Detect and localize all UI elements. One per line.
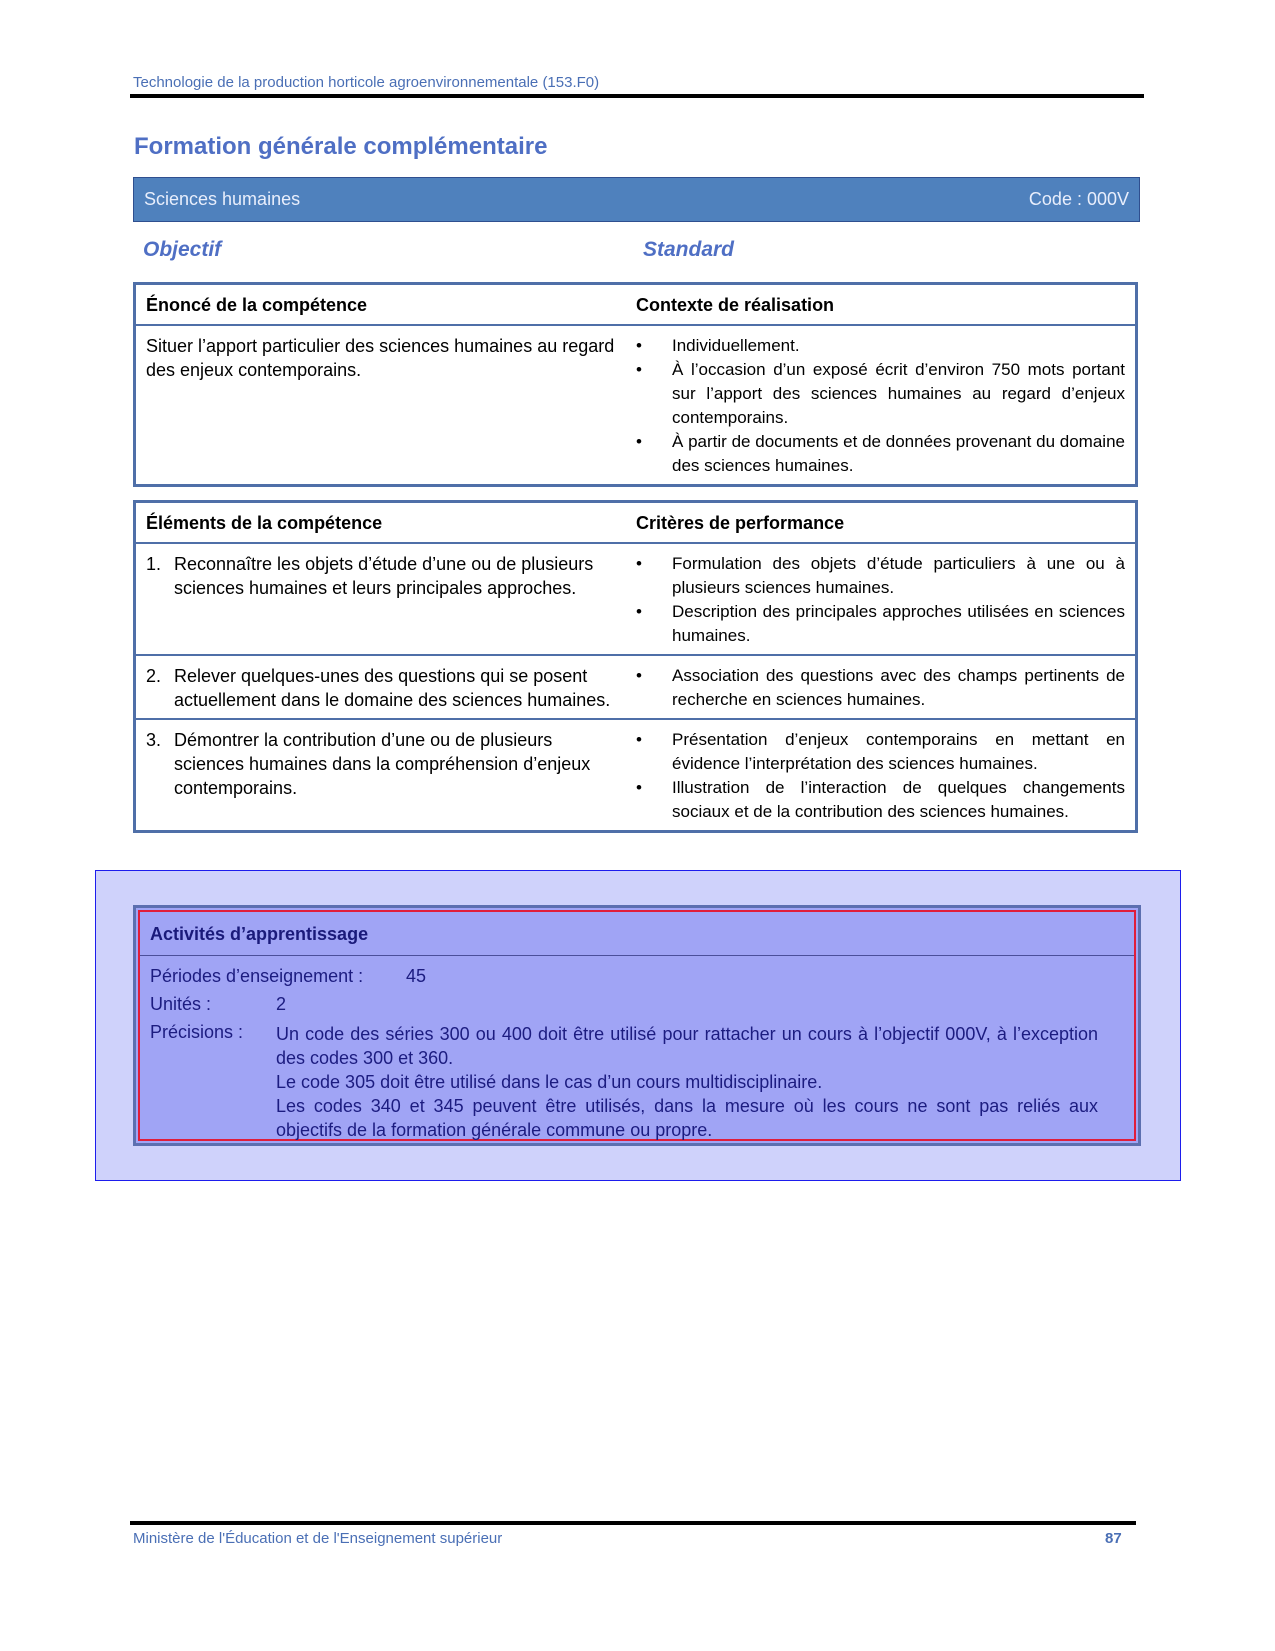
document-header: Technologie de la production horticole agroenvironnementale (153.F0)	[133, 74, 600, 91]
competence-statement-header: Énoncé de la compétence	[146, 295, 368, 315]
criterion-item: • Formulation des objets d’étude particuliers à une ou à plusieurs sciences humaines.	[636, 552, 1125, 600]
element-text: Relever quelques-unes des questions qui se posent actuellement dans le domaine des sciences humaines.	[174, 666, 611, 710]
precision-line: Les codes 340 et 345 peuvent être utilisés, dans la mesure où les cours ne sont pas reliés aux objectifs de la formation générale commune ou propre.	[276, 1096, 1098, 1140]
criterion-item: • Illustration de l’interaction de quelques changements sociaux et de la contribution des sciences humaines.	[636, 776, 1125, 824]
subject-name: Sciences humaines	[144, 189, 301, 209]
subject-code: Code : 000V	[1028, 189, 1129, 209]
elements-header: Éléments de la compétence	[146, 513, 383, 533]
precisions-text	[276, 1022, 1098, 1142]
activities-title: Activités d’apprentissage	[150, 924, 369, 944]
page-number: 87	[1105, 1530, 1122, 1547]
highlight-frame	[138, 910, 1136, 1141]
context-item: • À partir de documents et de données provenant du domaine des sciences humaines.	[636, 430, 1125, 478]
competence-statement: Situer l’apport particulier des sciences humaines au regard des enjeux contemporains.	[135, 325, 627, 486]
footer-ministry: Ministère de l'Éducation et de l'Enseignement supérieur	[133, 1530, 503, 1547]
tab-standard: Standard	[643, 238, 735, 261]
criteria-cell	[626, 655, 1137, 719]
table-row	[135, 655, 1137, 719]
periods-label: Périodes d’enseignement :	[150, 966, 364, 986]
units-value: 2	[276, 994, 287, 1014]
criteria-header: Critères de performance	[636, 513, 845, 533]
criterion-item: • Présentation d’enjeux contemporains en mettant en évidence l’interprétation des sciences humaines.	[636, 728, 1125, 776]
criteria-cell	[626, 543, 1137, 655]
element-cell	[135, 655, 627, 719]
context-item: • Individuellement.	[636, 334, 1125, 358]
units-label: Unités :	[150, 994, 212, 1014]
precisions-label: Précisions :	[150, 1022, 244, 1042]
section-title: Formation générale complémentaire	[134, 133, 548, 160]
context-list	[626, 325, 1137, 486]
competence-table	[133, 282, 1138, 487]
header-divider	[130, 94, 1144, 98]
tab-objective: Objectif	[143, 238, 222, 261]
subject-bar	[133, 177, 1140, 222]
element-cell	[135, 719, 627, 832]
periods-value: 45	[406, 966, 427, 986]
element-number: 3.	[146, 730, 162, 750]
table-row	[135, 719, 1137, 832]
criterion-item: • Association des questions avec des champs pertinents de recherche en sciences humaines.	[636, 664, 1125, 712]
table-row	[135, 543, 1137, 655]
footer-divider	[130, 1521, 1136, 1525]
context-header: Contexte de réalisation	[636, 295, 835, 315]
context-item: • À l’occasion d’un exposé écrit d’environ 750 mots portant sur l’apport des sciences humaines au regard d’enjeux contemporains.	[636, 358, 1125, 430]
element-text: Démontrer la contribution d’une ou de plusieurs sciences humaines dans la compréhension d’enjeux contemporains.	[174, 730, 591, 798]
learning-activities-box	[133, 905, 1141, 1146]
criterion-item: • Description des principales approches utilisées en sciences humaines.	[636, 600, 1125, 648]
precision-line: Un code des séries 300 ou 400 doit être utilisé pour rattacher un cours à l’objectif 000V, à l’exception des codes 300 et 360.	[276, 1024, 1098, 1068]
precision-line: Le code 305 doit être utilisé dans le cas d’un cours multidisciplinaire.	[276, 1072, 823, 1092]
element-number: 1.	[146, 554, 162, 574]
criteria-cell	[626, 719, 1137, 832]
elements-table	[133, 500, 1138, 833]
element-number: 2.	[146, 666, 162, 686]
activities-divider	[140, 955, 1134, 956]
element-text: Reconnaître les objets d’étude d’une ou de plusieurs sciences humaines et leurs principales approches.	[174, 554, 594, 598]
element-cell	[135, 543, 627, 655]
